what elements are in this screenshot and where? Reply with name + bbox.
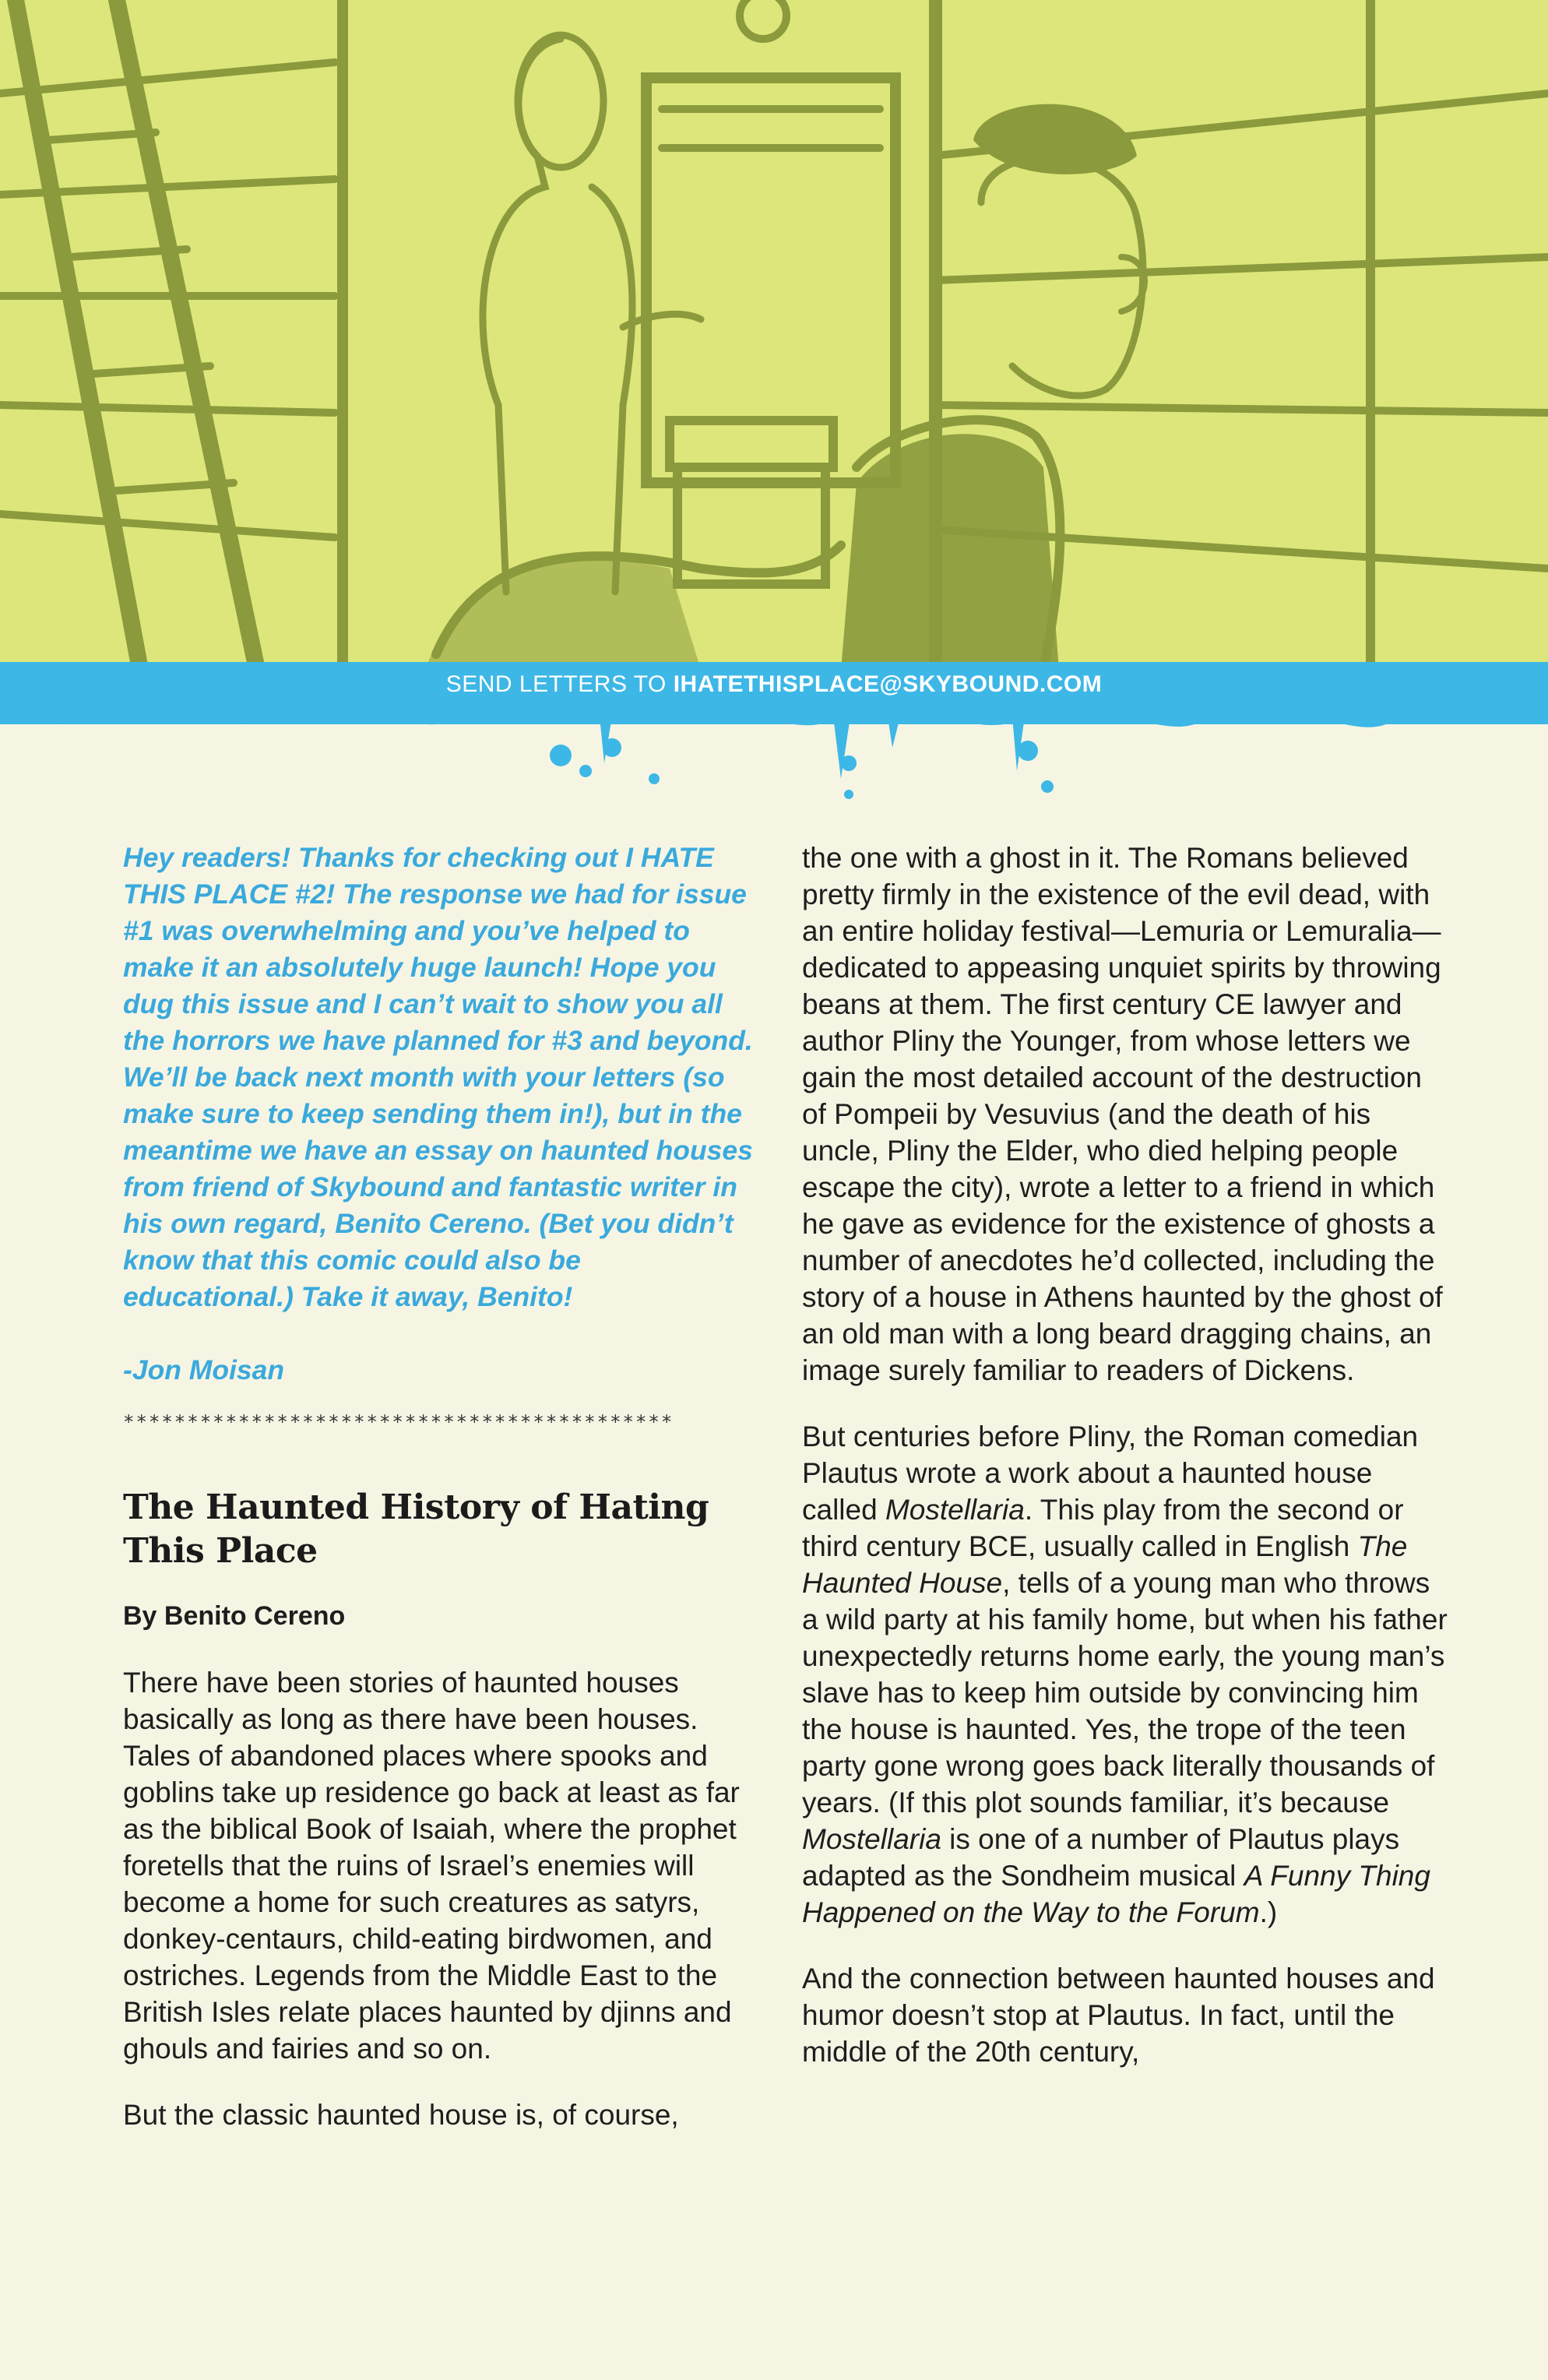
paint-drips [0,701,1548,810]
left-column [123,840,754,2133]
essay-paragraph: And the connection between haunted houses and humor doesn’t stop at Plautus. In fact, until the middle of the 20th century, [802,1963,1435,2068]
letters-email[interactable]: IHATETHISPLACE@SKYBOUND.COM [673,671,1103,697]
essay-paragraph: But centuries before Pliny, the Roman comedian Plautus wrote a work about a haunted house called Mostellaria. This play from the second or third century BCE, usually called in English The Haunted House, tells of a young man who throws a wild party at his family home, but when his father unexpectedly returns home early, the young man’s slave has to keep him outside by convincing him the house is haunted. Yes, the trope of the teen party gone wrong goes back literally thousands of years. (If this plot sounds familiar, it’s because Mostellaria is one of a number of Plautus plays adapted as the Sondheim musical A Funny Thing Happened on the Way to the Forum.) [802,1421,1448,1928]
editor-signature: -Jon Moisan [123,1354,285,1385]
banner-prefix: SEND LETTERS TO [445,671,674,697]
work-title: The Haunted House [802,1530,1408,1599]
haunted-room-illustration [0,0,1548,670]
work-title: Mostellaria [802,1823,941,1855]
editor-intro: Hey readers! Thanks for checking out I HATE THIS PLACE #2! The response we had for issue #1 was overwhelming and you’ve helped to make it an absolutely huge launch! Hope you dug this issue and I can’t wait to show you all the horrors we have planned for #3 and beyond. We’ll be back next month with your letters (so make sure to keep sending them in!), but in the meantime we have an essay on haunted houses from friend of Skybound and fantastic writer in his own regard, Benito Cereno. (Bet you didn’t know that this comic could also be educational.) Take it away, Benito! [123,842,753,1312]
essay-paragraph: There have been stories of haunted houses basically as long as there have been houses. Tales of abandoned places where spooks and goblins take up residence go back at least as far as the biblical Book of Isaiah, where the prophet foretells that the ruins of Israel’s enemies will become a home for such creatures as satyrs, donkey-centaurs, child-eating birdwomen, and ostriches. Legends from the Middle East to the British Isles relate places haunted by djinns and ghouls and fairies and so on. [123,1667,740,2065]
essay-title: The Haunted History of Hating This Place [123,1488,709,1571]
header-illustration [0,0,1548,670]
essay-byline: By Benito Cereno [123,1601,346,1631]
work-title: Mostellaria [885,1494,1025,1526]
work-title: A Funny Thing Happened on the Way to the Forum [802,1860,1430,1928]
section-divider: ******************************************* [123,1411,674,1433]
essay-paragraph: But the classic haunted house is, of course, [123,2099,679,2131]
essay-paragraph: the one with a ghost in it. The Romans believed pretty firmly in the existence of the evil dead, with an entire holiday festival—Lemuria or Lemuralia—dedicated to appeasing unquiet spirits by throwing beans at them. The first century CE lawyer and author Pliny the Younger, from whose letters we gain the most detailed account of the destruction of Pompeii by Vesuvius (and the death of his uncle, Pliny the Elder, who died helping people escape the city), wrote a letter to a friend in which he gave as evidence for the existence of ghosts a number of anecdotes he’d collected, including the story of a house in Athens haunted by the ghost of an old man with a long beard dragging chains, an image surely familiar to readers of Dickens. [802,842,1443,1386]
letters-address-line [0,671,1548,698]
right-column [802,840,1448,2070]
